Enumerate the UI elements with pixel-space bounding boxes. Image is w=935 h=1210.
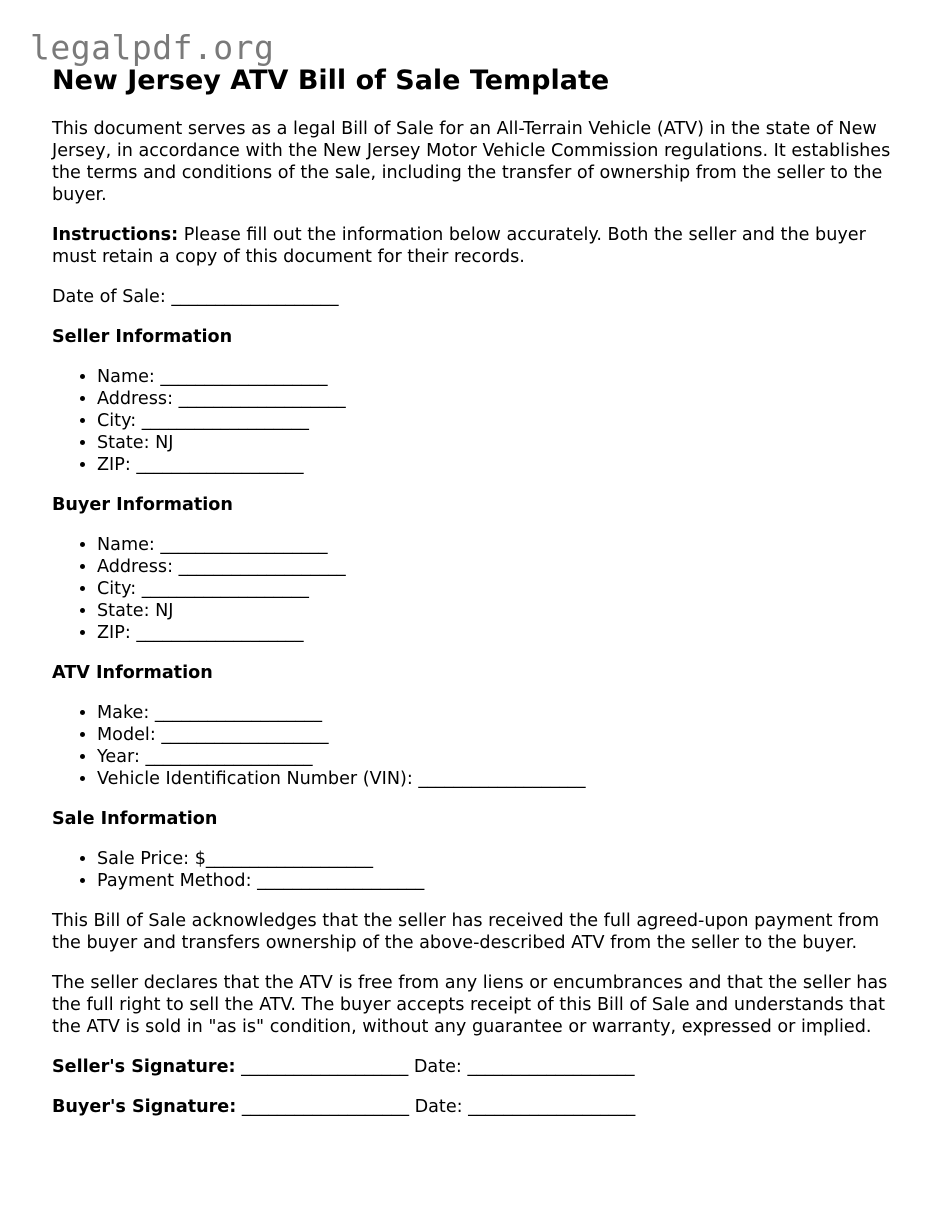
- instructions-label: Instructions:: [52, 225, 179, 245]
- buyer-city-field: • City: ___________________: [97, 578, 902, 600]
- document-title: New Jersey ATV Bill of Sale Template: [52, 65, 610, 96]
- seller-name-field: • Name: ___________________: [97, 366, 902, 388]
- sale-list: [52, 848, 902, 892]
- sale-price-field: • Sale Price: $___________________: [97, 848, 902, 870]
- site-watermark: legalpdf.org: [30, 28, 275, 67]
- document-page: [52, 62, 902, 1136]
- acknowledgment-paragraph: This Bill of Sale acknowledges that the seller has received the full agreed-upon payment from the buyer and transfers ownership of the above-described ATV from the seller to the buyer.: [52, 911, 880, 953]
- buyer-address-field: • Address: ___________________: [97, 556, 902, 578]
- atv-year-field: • Year: ___________________: [97, 746, 902, 768]
- atv-heading: ATV Information: [52, 663, 213, 683]
- atv-list: [52, 702, 902, 790]
- atv-make-field: • Make: ___________________: [97, 702, 902, 724]
- seller-signature-line: [52, 1056, 902, 1078]
- seller-address-field: • Address: ___________________: [97, 388, 902, 410]
- buyer-signature-blanks: ___________________ Date: ___________________: [236, 1097, 636, 1117]
- buyer-state-field: • State: NJ: [97, 600, 902, 622]
- buyer-zip-field: • ZIP: ___________________: [97, 622, 902, 644]
- buyer-signature-label: Buyer's Signature:: [52, 1097, 237, 1117]
- buyer-name-field: • Name: ___________________: [97, 534, 902, 556]
- instructions-text: Please fill out the information below accurately. Both the seller and the buyer must retain a copy of this document for their records.: [52, 225, 866, 267]
- sale-heading: Sale Information: [52, 809, 218, 829]
- seller-zip-field: • ZIP: ___________________: [97, 454, 902, 476]
- seller-city-field: • City: ___________________: [97, 410, 902, 432]
- declaration-paragraph: The seller declares that the ATV is free from any liens or encumbrances and that the seller has the full right to sell the ATV. The buyer accepts receipt of this Bill of Sale and understands that the ATV is sold in "as is" condition, without any guarantee or warranty, expressed or implied.: [52, 973, 888, 1037]
- intro-paragraph: This document serves as a legal Bill of Sale for an All-Terrain Vehicle (ATV) in the state of New Jersey, in accordance with the New Jersey Motor Vehicle Commission regulations. It establishes the terms and conditions of the sale, including the transfer of ownership from the seller to the buyer.: [52, 119, 891, 205]
- buyer-heading: Buyer Information: [52, 495, 233, 515]
- seller-list: [52, 366, 902, 476]
- payment-method-field: • Payment Method: ___________________: [97, 870, 902, 892]
- seller-signature-blanks: ___________________ Date: ___________________: [235, 1057, 635, 1077]
- seller-state-field: • State: NJ: [97, 432, 902, 454]
- atv-vin-field: • Vehicle Identification Number (VIN): ___________________: [97, 768, 902, 790]
- seller-heading: Seller Information: [52, 327, 233, 347]
- buyer-signature-line: [52, 1096, 902, 1118]
- atv-model-field: • Model: ___________________: [97, 724, 902, 746]
- instructions-paragraph: [52, 224, 902, 268]
- seller-signature-label: Seller's Signature:: [52, 1057, 236, 1077]
- date-of-sale-field: Date of Sale: ___________________: [52, 287, 339, 307]
- buyer-list: [52, 534, 902, 644]
